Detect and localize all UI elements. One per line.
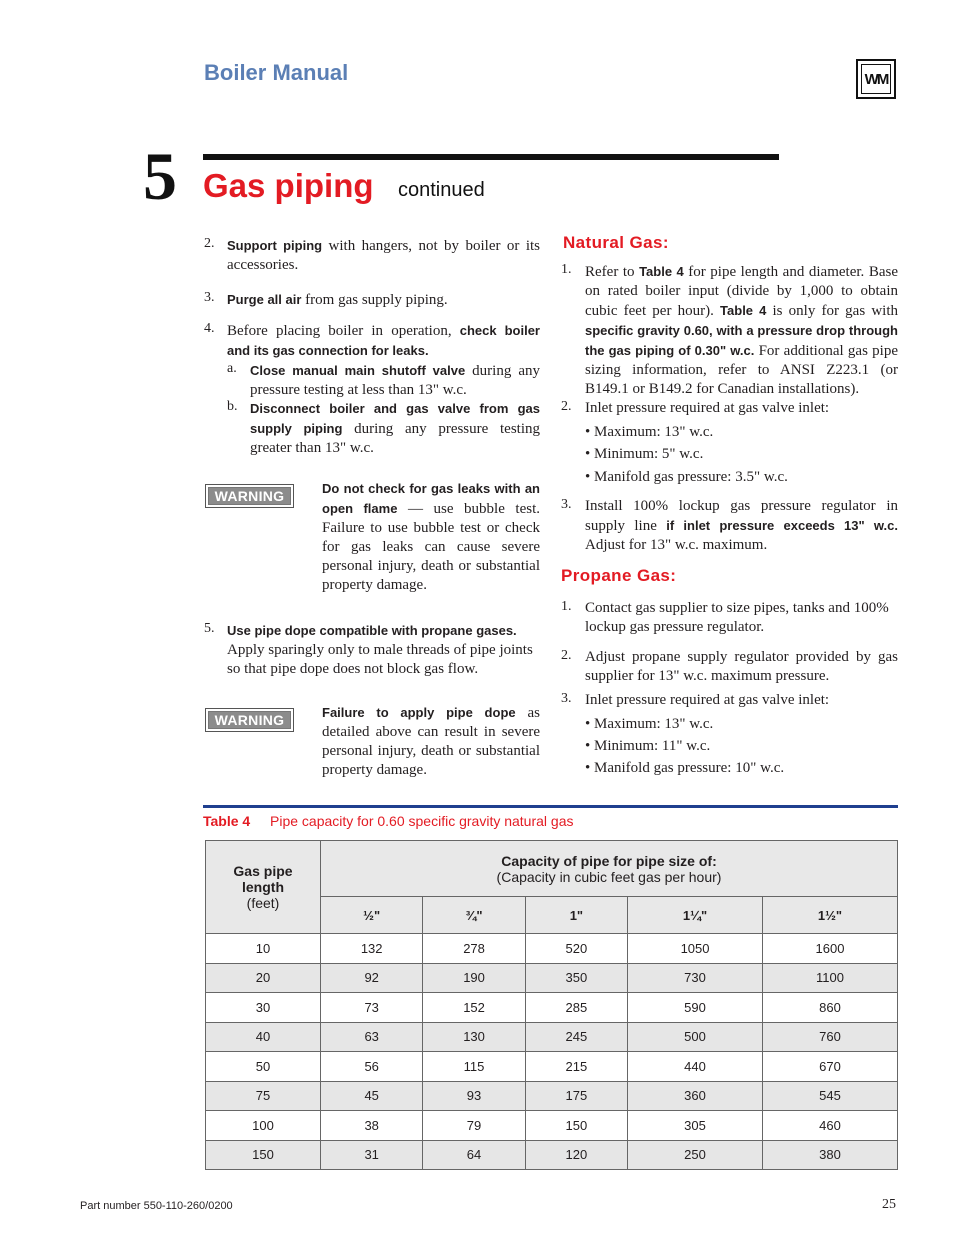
table-row <box>206 993 898 1023</box>
natural-step-regulator <box>585 497 898 555</box>
step-bold: check boiler and its gas connection for leaks. <box>227 323 540 358</box>
step-text: Refer to <box>585 264 640 280</box>
table-cell: 860 <box>762 993 897 1023</box>
table-cell: 520 <box>525 934 627 964</box>
propane-step-inlet-pressure: Inlet pressure required at gas valve inlet: <box>585 692 830 708</box>
warning-badge: WARNING <box>205 484 294 508</box>
table-cell: 115 <box>423 1052 525 1082</box>
company-logo <box>856 59 896 99</box>
table-cell: 56 <box>321 1052 423 1082</box>
table-cell: 440 <box>628 1052 763 1082</box>
header-line: Capacity of pipe for pipe size of: <box>501 852 717 869</box>
item-number: 3. <box>561 691 572 706</box>
step-bold: Support piping <box>227 238 323 253</box>
header-line: Gas pipe <box>233 863 293 879</box>
header-unit: (Capacity in cubic feet gas per hour) <box>496 868 722 885</box>
step-text: during any pressure testing at less than 13" w.c. <box>250 363 540 398</box>
step-text: For additional gas pipe sizing information, refer to ANSI Z223.1 (or B149.1 or B149.2 for Canadian installations). <box>585 343 898 397</box>
header-size: 1" <box>525 897 627 934</box>
natural-step-inlet-pressure: Inlet pressure required at gas valve inlet: <box>585 400 830 416</box>
table-cell: 150 <box>525 1111 627 1141</box>
table-rule <box>203 805 898 808</box>
item-number: 2. <box>561 399 572 414</box>
item-number: 3. <box>561 497 572 512</box>
table-cell: 120 <box>525 1140 627 1170</box>
table-cell: 545 <box>762 1081 897 1111</box>
step-text: Install 100% lockup gas pressure regulator in supply line <box>585 498 898 534</box>
table-row <box>206 963 898 993</box>
step-text: Before placing boiler in operation, <box>227 323 460 339</box>
header-unit: (feet) <box>246 895 280 911</box>
chapter-rule <box>203 154 779 160</box>
step-bold: Use pipe dope compatible with propane gases. <box>227 623 517 638</box>
table-cell: 278 <box>423 934 525 964</box>
header-line: length <box>242 879 284 895</box>
table-cell: 1050 <box>628 934 763 964</box>
table-cell: 79 <box>423 1111 525 1141</box>
table-cell: 30 <box>206 993 321 1023</box>
table-cell: 45 <box>321 1081 423 1111</box>
table-cell: 50 <box>206 1052 321 1082</box>
warning-text-pipe-dope <box>322 703 540 780</box>
chapter-title: Gas piping <box>203 167 374 204</box>
table-cell: 100 <box>206 1111 321 1141</box>
table-cell: 215 <box>525 1052 627 1082</box>
table-cell: 40 <box>206 1022 321 1052</box>
item-number: 1. <box>561 599 572 614</box>
propane-step-supplier: Contact gas supplier to size pipes, tanks and 100% lockup gas pressure regulator. <box>585 600 889 635</box>
table-row <box>206 1052 898 1082</box>
item-number: 2. <box>204 236 215 251</box>
header-capacity <box>321 841 898 897</box>
propane-step-regulator: Adjust propane supply regulator provided by gas supplier for 13" w.c. maximum pressure. <box>585 649 898 684</box>
subitem-letter: b. <box>227 399 238 414</box>
table-cell: 73 <box>321 993 423 1023</box>
table-cell: 1100 <box>762 963 897 993</box>
item-number: 5. <box>204 621 215 636</box>
table-row <box>206 1022 898 1052</box>
warning-badge: WARNING <box>205 708 294 732</box>
table-cell: 152 <box>423 993 525 1023</box>
table-cell: 760 <box>762 1022 897 1052</box>
table-cell: 590 <box>628 993 763 1023</box>
table-row <box>206 1140 898 1170</box>
bullet-item: • Maximum: 13" w.c. <box>585 424 714 440</box>
item-number: 1. <box>561 262 572 277</box>
bullet-item: • Manifold gas pressure: 3.5" w.c. <box>585 469 788 485</box>
table-cell: 305 <box>628 1111 763 1141</box>
table-cell: 38 <box>321 1111 423 1141</box>
step-text: with hangers, not by boiler or its accessories. <box>227 238 541 273</box>
warning-text: as detailed above can result in severe personal injury, death or substantial property damage. <box>322 705 540 778</box>
step-bold: Table 4 <box>720 303 767 318</box>
item-number: 2. <box>561 648 572 663</box>
table-cell: 670 <box>762 1052 897 1082</box>
step-support-piping <box>227 236 540 275</box>
bullet-item: • Maximum: 13" w.c. <box>585 716 714 732</box>
table-row <box>206 1111 898 1141</box>
warning-text: — use bubble test. Failure to use bubble test or check for gas leaks can cause severe personal injury, death or substantial property damage. <box>322 501 540 593</box>
chapter-number: 5 <box>143 138 177 214</box>
step-check-leaks <box>227 321 540 361</box>
header-pipe-length <box>206 841 321 934</box>
table-cell: 150 <box>206 1140 321 1170</box>
table-cell: 460 <box>762 1111 897 1141</box>
subitem-letter: a. <box>227 361 237 376</box>
header-size: ¾" <box>423 897 525 934</box>
table-cell: 63 <box>321 1022 423 1052</box>
part-number: Part number 550-110-260/0200 <box>80 1200 233 1212</box>
step-purge-air <box>227 290 540 310</box>
step-bold: Close manual main shutoff valve <box>250 363 466 378</box>
step-bold: Disconnect boiler and gas valve from gas supply piping <box>250 401 540 436</box>
warning-bold: Failure to apply pipe dope <box>322 705 516 720</box>
table-cell: 250 <box>628 1140 763 1170</box>
header-size: 1¼" <box>628 897 763 934</box>
table-cell: 75 <box>206 1081 321 1111</box>
table-cell: 730 <box>628 963 763 993</box>
table-cell: 285 <box>525 993 627 1023</box>
table-cell: 10 <box>206 934 321 964</box>
step-text: from gas supply piping. <box>301 292 448 308</box>
natural-gas-heading: Natural Gas: <box>563 233 669 252</box>
table-row <box>206 934 898 964</box>
item-number: 4. <box>204 321 215 336</box>
step-bold: Purge all air <box>227 292 302 307</box>
table-cell: 132 <box>321 934 423 964</box>
table-cell: 350 <box>525 963 627 993</box>
table-cell: 93 <box>423 1081 525 1111</box>
substep-close-valve <box>250 361 540 400</box>
header-size: ½" <box>321 897 423 934</box>
pipe-capacity-table <box>205 840 898 1170</box>
step-pipe-dope <box>227 621 540 679</box>
table-cell: 360 <box>628 1081 763 1111</box>
step-text: for pipe length and diameter. Base on rated boiler input (divide by 1,000 to obtain cubic feet per hour). <box>585 264 898 319</box>
table-cell: 64 <box>423 1140 525 1170</box>
table-cell: 130 <box>423 1022 525 1052</box>
warning-bold: Do not check for gas leaks with an open flame <box>322 481 540 516</box>
item-number: 3. <box>204 290 215 305</box>
bullet-item: • Minimum: 11" w.c. <box>585 738 711 754</box>
step-bold: specific gravity 0.60, with a pressure drop through the gas piping of 0.30" w.c. <box>585 323 898 358</box>
bullet-item: • Manifold gas pressure: 10" w.c. <box>585 760 785 776</box>
table-row <box>206 1081 898 1111</box>
manual-title: Boiler Manual <box>204 60 349 85</box>
table-cell: 31 <box>321 1140 423 1170</box>
table-label: Table 4 <box>203 813 251 829</box>
step-bold: Table 4 <box>639 264 684 279</box>
logo-text: WM <box>861 64 891 94</box>
chapter-subtitle: continued <box>398 179 485 201</box>
table-cell: 245 <box>525 1022 627 1052</box>
step-text: Apply sparingly only to male threads of pipe joints so that pipe dope does not block gas flow. <box>227 642 533 677</box>
table-cell: 380 <box>762 1140 897 1170</box>
table-cell: 175 <box>525 1081 627 1111</box>
table-cell: 500 <box>628 1022 763 1052</box>
step-text: Adjust for 13" w.c. maximum. <box>585 537 768 553</box>
table-cell: 92 <box>321 963 423 993</box>
table-cell: 20 <box>206 963 321 993</box>
table-caption: Pipe capacity for 0.60 specific gravity natural gas <box>270 813 574 829</box>
table-cell: 1600 <box>762 934 897 964</box>
step-text: is only for gas with <box>766 303 898 319</box>
substep-disconnect <box>250 399 540 458</box>
step-text: during any pressure testing greater than 13" w.c. <box>250 421 540 456</box>
header-size: 1½" <box>762 897 897 934</box>
warning-text-open-flame <box>322 479 540 595</box>
propane-gas-heading: Propane Gas: <box>561 566 677 585</box>
natural-step-table-ref <box>585 262 898 399</box>
bullet-item: • Minimum: 5" w.c. <box>585 446 704 462</box>
step-bold: if inlet pressure exceeds 13" w.c. <box>666 518 898 533</box>
page-number: 25 <box>882 1197 896 1212</box>
table-cell: 190 <box>423 963 525 993</box>
